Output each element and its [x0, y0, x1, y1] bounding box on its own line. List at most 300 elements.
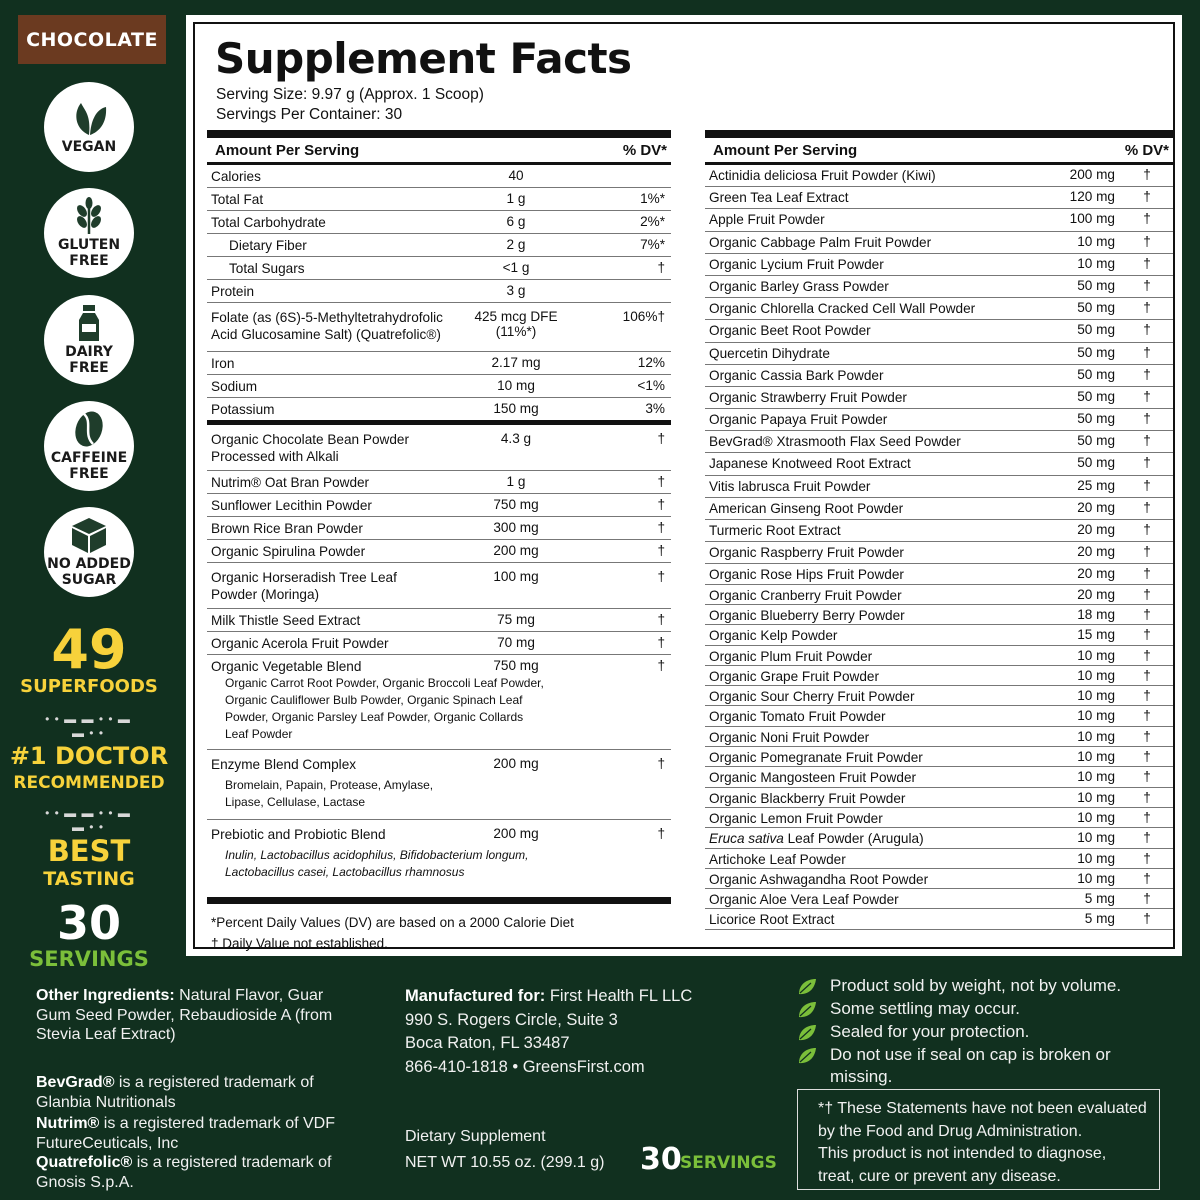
ingredient-name: Nutrim® Oat Bran Powder — [211, 475, 370, 490]
table-row — [207, 211, 671, 234]
ingredient-dv: † — [1143, 586, 1151, 602]
table-row — [207, 609, 671, 632]
blend-name: Enzyme Blend Complex — [211, 757, 357, 772]
ingredient-name: Vitis labrusca Fruit Powder — [709, 478, 871, 494]
ingredient-name: Organic Sour Cherry Fruit Powder — [709, 689, 915, 705]
leaf-icon — [797, 1001, 817, 1019]
ingredient-name: Protein — [211, 284, 255, 299]
ingredient-dv: † — [1143, 728, 1151, 744]
ingredient-name: Organic Beet Root Powder — [709, 323, 871, 339]
table-row — [705, 869, 1173, 889]
ingredient-dv: † — [657, 543, 665, 558]
table-row — [705, 365, 1173, 387]
notice-text: Product sold by weight, not by volume. — [830, 976, 1122, 995]
ingredient-dv: † — [1143, 566, 1151, 582]
table-row — [705, 808, 1173, 828]
table-row — [705, 564, 1173, 584]
ingredient-dv: † — [1143, 647, 1151, 663]
ingredient-name: Apple Fruit Powder — [709, 212, 825, 228]
ingredient-dv: † — [1143, 606, 1151, 622]
ingredient-dv: 12% — [637, 355, 665, 370]
ingredient-name: Organic Strawberry Fruit Powder — [709, 389, 907, 405]
ingredient-name: Organic Grape Fruit Powder — [709, 668, 879, 684]
ingredient-amount: 10 mg — [1077, 870, 1115, 886]
doctor-line2: RECOMMENDED — [13, 773, 165, 793]
dairy-free-badge — [44, 295, 134, 385]
ingredient-dv: † — [657, 520, 665, 535]
ingredient-amount: 50 mg — [1077, 388, 1115, 404]
ingredient-dv: † — [1143, 769, 1151, 785]
ingredient-dv: † — [1143, 388, 1151, 404]
table-row — [705, 320, 1173, 342]
manufacturer-contact: 866-410-1818 • GreensFirst.com — [405, 1057, 645, 1076]
ingredient-name: Brown Rice Bran Powder — [211, 521, 363, 536]
blend-amount: 200 mg — [493, 826, 539, 841]
ingredient-amount: 10 mg — [1077, 728, 1115, 744]
ingredient-dv: † — [1143, 277, 1151, 293]
amount-header: Amount Per Serving — [215, 142, 360, 159]
table-row — [705, 625, 1173, 645]
table-row — [705, 767, 1173, 787]
manufacturer-address1: 990 S. Rogers Circle, Suite 3 — [405, 1010, 618, 1029]
footnote-dagger: † Daily Value not established. — [211, 936, 388, 951]
ingredient-dv: † — [1143, 366, 1151, 382]
doctor-line1: #1 DOCTOR — [9, 742, 169, 770]
ingredient-name: Organic Lemon Fruit Powder — [709, 810, 883, 826]
ingredient-amount: 750 mg — [493, 497, 539, 512]
column-header — [705, 138, 1173, 165]
leaf-icon — [797, 1047, 817, 1065]
ingredient-dv: † — [1143, 211, 1151, 227]
table-row — [705, 909, 1173, 929]
badge-label: DAIRY FREE — [65, 344, 113, 376]
table-row — [207, 563, 671, 609]
other-ingredients-label: Other Ingredients: — [36, 987, 175, 1004]
supplement-facts-panel — [186, 15, 1182, 956]
table-row — [207, 257, 671, 280]
notices-list — [797, 975, 1167, 1089]
ingredient-name: Organic Tomato Fruit Powder — [709, 709, 886, 725]
trademark-brand: Nutrim® — [36, 1115, 100, 1132]
ingredient-amount: 10 mg — [1077, 850, 1115, 866]
superfoods-count: 49 — [51, 618, 127, 681]
ingredient-amount: 20 mg — [1077, 499, 1115, 515]
ingredient-name: American Ginseng Root Powder — [709, 500, 904, 516]
flavor-tag: CHOCOLATE — [18, 15, 166, 64]
gluten-free-badge — [44, 188, 134, 278]
table-row — [705, 476, 1173, 498]
ingredient-amount: 425 mcg DFE (11%*) — [474, 309, 558, 339]
ingredient-amount: 6 g — [506, 214, 526, 229]
blend-amount: 200 mg — [493, 756, 539, 771]
notice-item — [797, 998, 1167, 1020]
ingredient-amount: 10 mg — [1077, 255, 1115, 271]
sugar-cube-icon — [69, 516, 109, 554]
ingredient-name: Organic Blackberry Fruit Powder — [709, 790, 906, 806]
trademark-text: is a registered trademark of Glanbia Nutritionals — [36, 1074, 314, 1111]
superfoods-label: SUPERFOODS — [20, 676, 158, 697]
table-row — [705, 276, 1173, 298]
servings-count: 30 — [56, 896, 121, 950]
servings-label: SERVINGS — [29, 947, 149, 971]
blend-dv: † — [657, 658, 665, 673]
blend-amount: 750 mg — [493, 658, 539, 673]
ingredient-dv: † — [1143, 233, 1151, 249]
ingredient-amount: 3 g — [506, 283, 526, 298]
ingredient-amount: 1 g — [506, 474, 526, 489]
table-row — [207, 234, 671, 257]
table-row — [207, 280, 671, 303]
ingredient-name: Iron — [211, 356, 235, 371]
leaf-icon — [797, 978, 817, 996]
notice-item — [797, 1021, 1167, 1043]
trademark-quatrefolic — [36, 1153, 336, 1192]
table-row — [705, 498, 1173, 520]
ingredient-amount: 10 mg — [1077, 667, 1115, 683]
ingredient-amount: 150 mg — [493, 401, 539, 416]
product-type: Dietary Supplement — [405, 1128, 546, 1145]
ingredient-name: Artichoke Leaf Powder — [709, 851, 846, 867]
ingredient-dv: † — [657, 474, 665, 489]
ingredient-dv: † — [1143, 749, 1151, 765]
ingredient-name: Organic Chlorella Cracked Cell Wall Powder — [709, 301, 976, 317]
blend-contents: Inulin, Lactobacillus acidophilus, Bifidobacterium longum, Lactobacillus casei, Lactobacillus rhamnosus — [225, 848, 529, 879]
other-ingredients-text: Natural Flavor, Guar Gum Seed Powder, Rebaudioside A (from Stevia Leaf Extract) — [36, 987, 333, 1043]
servings-per-container: Servings Per Container: 30 — [216, 106, 403, 123]
table-row — [207, 188, 671, 211]
table-row — [207, 632, 671, 655]
table-row — [705, 343, 1173, 365]
ingredient-name: Organic Blueberry Berry Powder — [709, 607, 905, 623]
notice-text: Some settling may occur. — [830, 999, 1020, 1018]
table-row — [705, 165, 1173, 187]
ingredient-name: Organic Acerola Fruit Powder — [211, 636, 389, 651]
table-row — [207, 494, 671, 517]
manufacturer-block — [405, 985, 765, 1079]
ingredient-amount: 20 mg — [1077, 522, 1115, 537]
ingredient-dv: † — [1143, 322, 1151, 338]
table-row — [207, 352, 671, 375]
ingredient-name: Dietary Fiber — [229, 238, 307, 253]
ingredient-amount: 4.3 g — [500, 431, 532, 446]
other-ingredients — [36, 986, 336, 1045]
ingredient-dv: † — [657, 569, 665, 584]
ingredient-amount: 10 mg — [1077, 708, 1115, 724]
servings-number: 30 — [640, 1142, 682, 1177]
trademark-bevgrad — [36, 1073, 336, 1112]
ingredient-amount: 10 mg — [1077, 769, 1115, 785]
table-row — [705, 585, 1173, 605]
ingredient-name: Organic Cassia Bark Powder — [709, 367, 884, 383]
notice-text: Sealed for your protection. — [830, 1022, 1030, 1041]
manufacturer-name: First Health FL LLC — [549, 987, 693, 1005]
ingredient-name: Sodium — [211, 379, 258, 394]
ingredient-dv: † — [1143, 499, 1151, 515]
ingredient-name: Organic Aloe Vera Leaf Powder — [709, 892, 899, 908]
ingredient-dv: <1% — [637, 378, 665, 393]
ingredient-dv: 3% — [645, 401, 665, 416]
vegetable-blend — [207, 655, 671, 750]
amount-header: Amount Per Serving — [713, 142, 858, 159]
ingredient-name: Folate (as (6S)-5-Methyltetrahydrofolic Acid Glucosamine Salt) (Quatrefolic®) — [211, 310, 443, 342]
table-row — [705, 232, 1173, 254]
ingredient-amount: 20 mg — [1077, 544, 1115, 560]
ingredient-name: Total Sugars — [229, 261, 305, 276]
ingredient-dv: † — [1143, 522, 1151, 537]
table-row — [207, 398, 671, 421]
badge-label: CAFFEINE FREE — [50, 450, 128, 482]
notice-item — [797, 1044, 1167, 1088]
wheat-icon — [69, 197, 109, 235]
ingredient-amount: 25 mg — [1077, 477, 1115, 493]
leaf-icon — [69, 99, 109, 137]
table-row — [705, 431, 1173, 453]
ingredient-amount: 10 mg — [1077, 233, 1115, 249]
ingredient-name: Organic Horseradish Tree Leaf Powder (Moringa) — [211, 570, 397, 602]
ingredient-name: Calories — [211, 169, 261, 184]
ingredient-name: Green Tea Leaf Extract — [709, 190, 849, 206]
ingredient-amount: 18 mg — [1077, 606, 1115, 622]
no-added-sugar-badge — [44, 507, 134, 597]
ingredient-dv: † — [1143, 300, 1151, 316]
ingredient-amount: 300 mg — [493, 520, 539, 535]
table-row — [705, 666, 1173, 686]
table-row — [207, 165, 671, 188]
ingredient-name: Organic Papaya Fruit Powder — [709, 412, 888, 428]
ingredient-name: Actinidia deliciosa Fruit Powder (Kiwi) — [709, 168, 936, 183]
coffee-bean-icon — [69, 410, 109, 448]
ingredient-dv: † — [1143, 830, 1151, 846]
ingredient-amount: 50 mg — [1077, 322, 1115, 338]
ingredient-dv: † — [1143, 167, 1151, 182]
ingredient-dv: † — [1143, 455, 1151, 471]
ingredient-name: Organic Rose Hips Fruit Powder — [709, 567, 904, 583]
table-row — [705, 686, 1173, 706]
table-row — [705, 706, 1173, 726]
trademark-text: is a registered trademark of Gnosis S.p.A. — [36, 1154, 332, 1191]
ingredient-amount: 75 mg — [497, 612, 535, 627]
ingredient-dv: † — [1143, 667, 1151, 683]
badge-label: VEGAN — [61, 139, 117, 155]
ingredient-name: Total Fat — [211, 192, 264, 207]
ingredient-dv: † — [1143, 911, 1151, 927]
divider: • • ▬ ▬ • • ▬ ▬ • • — [45, 712, 131, 740]
ingredient-dv: 1%* — [640, 191, 665, 206]
ingredient-name: Organic Barley Grass Powder — [709, 278, 889, 294]
ingredient-name: Organic Spirulina Powder — [211, 544, 366, 559]
ingredient-name: Sunflower Lecithin Powder — [211, 498, 372, 513]
table-row — [705, 187, 1173, 209]
table-row — [705, 788, 1173, 808]
table-row — [705, 646, 1173, 666]
ingredient-dv: 106%† — [622, 309, 665, 324]
fda-disclaimer: *† These Statements have not been evaluated by the Food and Drug Administration. This product is not intended to diagnose, treat, cure or prevent any disease. — [797, 1089, 1160, 1190]
table-row — [207, 375, 671, 398]
tasting-line2: TASTING — [43, 868, 135, 890]
ingredient-amount: 10 mg — [497, 378, 535, 393]
ingredient-name: Total Carbohydrate — [211, 215, 326, 230]
ingredient-amount: 10 mg — [1077, 789, 1115, 805]
table-row — [705, 409, 1173, 431]
ingredient-amount: 100 mg — [1069, 211, 1115, 227]
dv-header: % DV* — [622, 142, 667, 159]
ingredient-amount: 5 mg — [1084, 911, 1115, 927]
serving-size: Serving Size: 9.97 g (Approx. 1 Scoop) — [216, 86, 484, 103]
milk-bottle-icon — [69, 304, 109, 342]
ingredient-name: Organic Noni Fruit Powder — [709, 729, 870, 745]
blend-dv: † — [657, 826, 665, 841]
divider: • • ▬ ▬ • • ▬ ▬ • • — [45, 806, 131, 834]
ingredient-dv: † — [1143, 255, 1151, 271]
table-row — [705, 828, 1173, 848]
ingredient-name: Organic Plum Fruit Powder — [709, 648, 873, 664]
caffeine-free-badge — [44, 401, 134, 491]
blend-contents: Organic Carrot Root Powder, Organic Broccoli Leaf Powder, Organic Cauliflower Bulb Powder, Organic Spinach Leaf Powder, Organic Parsley Leaf Powder, Organic Collards Leaf Powder — [225, 676, 544, 741]
ingredient-amount: 100 mg — [493, 569, 539, 584]
ingredient-dv: † — [1143, 189, 1151, 205]
ingredient-amount: 50 mg — [1077, 277, 1115, 293]
ingredient-amount: 2 g — [506, 237, 526, 252]
table-row — [705, 542, 1173, 564]
blend-contents: Bromelain, Papain, Protease, Amylase, Lipase, Cellulase, Lactase — [225, 778, 434, 809]
table-row — [705, 727, 1173, 747]
ingredient-name: Organic Lycium Fruit Powder — [709, 256, 884, 272]
ingredient-amount: 1 g — [506, 191, 526, 206]
enzyme-blend — [207, 750, 671, 820]
ingredient-amount: <1 g — [502, 260, 530, 275]
net-weight: NET WT 10.55 oz. (299.1 g) — [405, 1154, 605, 1171]
trademark-brand: BevGrad® — [36, 1074, 115, 1091]
table-row — [207, 471, 671, 494]
table-row — [705, 387, 1173, 409]
ingredient-name: Organic Kelp Powder — [709, 628, 838, 644]
blend-dv: † — [657, 756, 665, 771]
ingredient-name: Organic Raspberry Fruit Powder — [709, 545, 904, 561]
ingredient-name: Organic Ashwagandha Root Powder — [709, 871, 929, 887]
ingredient-amount: 10 mg — [1077, 809, 1115, 825]
ingredient-amount: 50 mg — [1077, 366, 1115, 382]
ingredient-name: Licorice Root Extract — [709, 912, 835, 928]
ingredient-name: Quercetin Dihydrate — [709, 345, 830, 361]
table-row — [207, 540, 671, 563]
ingredient-amount: 200 mg — [1069, 167, 1115, 182]
ingredient-name: Eruca sativa Leaf Powder (Arugula) — [709, 831, 924, 847]
vegan-badge — [44, 82, 134, 172]
table-row — [207, 425, 671, 471]
table-row — [705, 254, 1173, 276]
leaf-icon — [797, 1024, 817, 1042]
ingredient-dv: † — [657, 431, 665, 446]
facts-right-column — [705, 130, 1173, 930]
ingredient-name: Organic Mangosteen Fruit Powder — [709, 770, 917, 786]
ingredient-name: Organic Chocolate Bean Powder Processed with Alkali — [211, 432, 409, 464]
ingredient-name: BevGrad® Xtrasmooth Flax Seed Powder — [709, 434, 961, 450]
ingredient-name: Potassium — [211, 402, 275, 417]
ingredient-name: Organic Cabbage Palm Fruit Powder — [709, 234, 932, 250]
ingredient-amount: 2.17 mg — [491, 355, 541, 370]
ingredient-amount: 10 mg — [1077, 830, 1115, 846]
footnote-dv: *Percent Daily Values (DV) are based on a 2000 Calorie Diet — [211, 915, 574, 930]
table-row — [705, 298, 1173, 320]
blend-name: Prebiotic and Probiotic Blend — [211, 827, 386, 842]
servings-word: SERVINGS — [680, 1153, 777, 1173]
ingredient-dv: † — [1143, 344, 1151, 360]
ingredient-amount: 10 mg — [1077, 749, 1115, 765]
ingredient-amount: 200 mg — [493, 543, 539, 558]
ingredient-name: Japanese Knotweed Root Extract — [709, 456, 911, 472]
ingredient-dv: † — [1143, 708, 1151, 724]
ingredient-dv: † — [1143, 433, 1151, 449]
trademark-text: is a registered trademark of VDF FutureCeuticals, Inc — [36, 1115, 335, 1152]
ingredient-amount: 20 mg — [1077, 566, 1115, 582]
ingredient-dv: † — [1143, 789, 1151, 805]
ingredient-amount: 50 mg — [1077, 300, 1115, 316]
ingredient-dv: † — [1143, 870, 1151, 886]
table-row — [705, 849, 1173, 869]
ingredient-name: Organic Pomegranate Fruit Powder — [709, 750, 923, 766]
ingredient-dv: 7%* — [640, 237, 665, 252]
ingredient-amount: 50 mg — [1077, 411, 1115, 427]
dv-header: % DV* — [1124, 142, 1169, 159]
ingredient-name: Organic Cranberry Fruit Powder — [709, 587, 902, 603]
ingredient-amount: 50 mg — [1077, 344, 1115, 360]
manufacturer-label: Manufactured for: — [405, 987, 546, 1005]
ingredient-dv: † — [1143, 411, 1151, 427]
ingredient-amount: 120 mg — [1069, 189, 1115, 205]
ingredient-dv: † — [657, 612, 665, 627]
tasting-line1: BEST — [47, 834, 131, 868]
table-row — [705, 889, 1173, 909]
ingredient-dv: † — [1143, 627, 1151, 643]
table-row — [705, 747, 1173, 767]
ingredient-dv: † — [657, 635, 665, 650]
trademark-nutrim — [36, 1114, 336, 1153]
ingredient-dv: † — [657, 260, 665, 275]
probiotic-blend — [207, 820, 671, 897]
notice-item — [797, 975, 1167, 997]
ingredient-name: Milk Thistle Seed Extract — [211, 613, 361, 628]
ingredient-amount: 20 mg — [1077, 586, 1115, 602]
table-row — [207, 303, 671, 352]
page-title: Supplement Facts — [215, 34, 632, 83]
manufacturer-address2: Boca Raton, FL 33487 — [405, 1034, 570, 1052]
trademark-brand: Quatrefolic® — [36, 1154, 133, 1171]
table-row — [705, 209, 1173, 231]
ingredient-dv: † — [1143, 891, 1151, 907]
badge-label: NO ADDED SUGAR — [47, 556, 131, 588]
ingredient-dv: † — [1143, 809, 1151, 825]
badge-label: GLUTEN FREE — [57, 237, 121, 269]
column-header — [207, 138, 671, 165]
ingredient-dv: † — [1143, 850, 1151, 866]
table-row — [705, 453, 1173, 475]
facts-left-column — [207, 130, 671, 954]
ingredient-dv: 2%* — [640, 214, 665, 229]
ingredient-amount: 70 mg — [497, 635, 535, 650]
ingredient-dv: † — [1143, 477, 1151, 493]
notice-text: Do not use if seal on cap is broken or missing. — [830, 1045, 1111, 1086]
ingredient-name: Turmeric Root Extract — [709, 523, 841, 538]
table-row — [207, 517, 671, 540]
ingredient-amount: 5 mg — [1084, 891, 1115, 907]
ingredient-amount: 40 — [508, 168, 524, 183]
ingredient-dv: † — [657, 497, 665, 512]
ingredient-dv: † — [1143, 688, 1151, 704]
table-row — [705, 605, 1173, 625]
ingredient-amount: 50 mg — [1077, 433, 1115, 449]
blend-name: Organic Vegetable Blend — [211, 659, 362, 674]
ingredient-amount: 10 mg — [1077, 688, 1115, 704]
